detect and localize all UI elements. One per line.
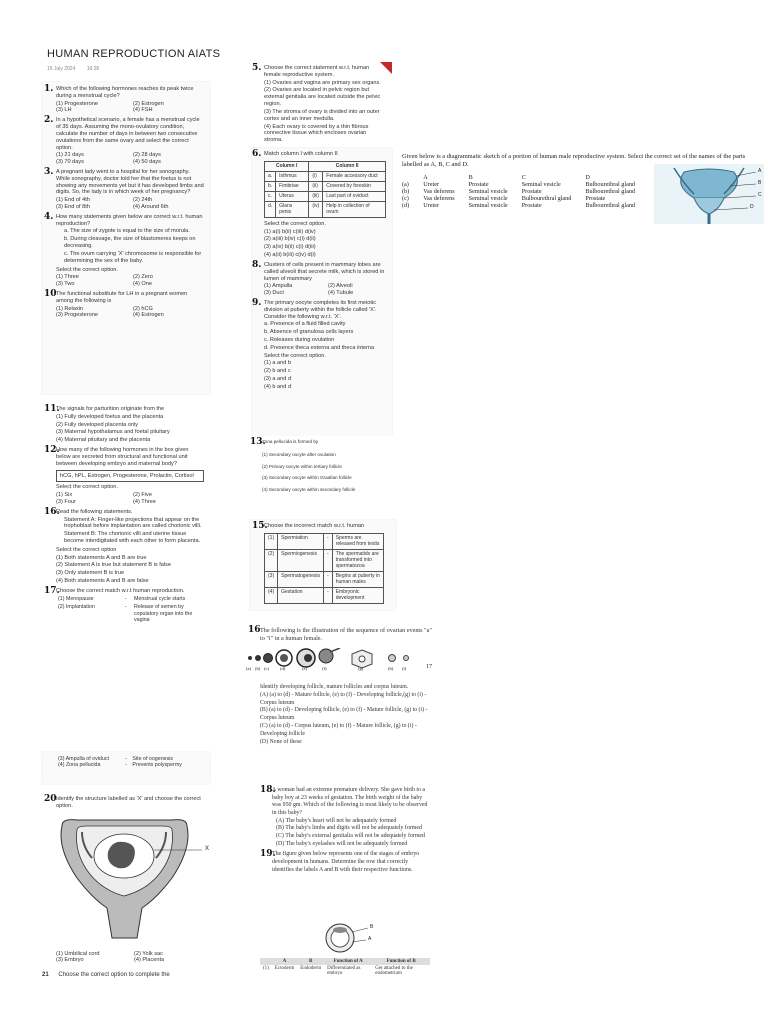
column-header xyxy=(402,174,423,181)
figure-label-c: C xyxy=(758,192,762,198)
question-8 xyxy=(252,259,386,297)
option-list xyxy=(56,555,204,585)
table-cell: - xyxy=(324,587,333,603)
question-16 xyxy=(44,506,204,585)
question-10 xyxy=(44,288,204,319)
question-panel-10 xyxy=(256,784,436,982)
table-cell: Last part of oviduct xyxy=(323,191,386,201)
pair-cell: Menstrual cycle starts xyxy=(134,595,186,602)
question-number: 11. xyxy=(44,404,60,414)
table-cell: (1) xyxy=(263,966,269,971)
table-cell: - xyxy=(324,571,333,587)
event-label: (b) xyxy=(255,666,261,671)
table-cell: - xyxy=(324,549,333,571)
question-6 xyxy=(252,149,386,159)
answer-table xyxy=(402,174,649,209)
option-list xyxy=(56,152,204,166)
question-panel-2 xyxy=(42,402,210,752)
table-cell: Seminal vesicle xyxy=(468,194,508,202)
option-item[interactable]: (2) Zero xyxy=(133,274,153,281)
select-instruction: Select the correct option xyxy=(56,546,117,553)
statement-item: Statement A: Finger-like projections that appear on the trophoblast before implantation are called chorionic villi. xyxy=(64,516,202,530)
match-table xyxy=(264,161,386,218)
option-list xyxy=(56,492,204,506)
column-header: Column I xyxy=(265,161,309,171)
date-label: 15 July 2024 xyxy=(47,66,76,72)
statement-item: a. The size of zygote is equal to the size of morula. xyxy=(64,228,190,235)
option-item[interactable]: (4) Placenta xyxy=(134,957,165,963)
option-item[interactable]: (2) Five xyxy=(133,492,152,499)
question-number: 5. xyxy=(252,63,262,73)
question-19 xyxy=(260,849,430,874)
side-number: 17 xyxy=(426,664,432,670)
table-cell: (iii) xyxy=(309,191,323,201)
table-cell: a. xyxy=(265,171,276,181)
table-cell: (2) xyxy=(265,549,278,571)
select-instruction: Select the correct option. xyxy=(56,484,118,491)
table-row xyxy=(265,181,386,191)
question-number: 21 xyxy=(42,972,49,978)
question-1 xyxy=(44,84,204,114)
question-2 xyxy=(44,115,204,166)
question-stem: Identify the structure labelled as 'X' and choose the correct option. xyxy=(56,796,201,809)
table-cell: Seminal vesicle xyxy=(468,201,508,209)
option-item[interactable]: (3) End of 8th xyxy=(56,204,90,210)
table-cell: Bulbourethral gland xyxy=(585,187,636,195)
page-title: HUMAN REPRODUCTION AIATS xyxy=(47,48,221,60)
option-item[interactable]: (4) Three xyxy=(133,498,156,505)
pair-cell: (4) Zona pellucida xyxy=(58,762,101,768)
question-number: 18. xyxy=(260,785,276,795)
option-item[interactable]: (2) Primary oocyte within tertiary follicle xyxy=(262,463,342,469)
question-11 xyxy=(44,404,204,444)
option-item[interactable]: (A) The baby's heart will not be adequately formed xyxy=(276,817,397,824)
event-label: (g) xyxy=(358,666,364,671)
option-item[interactable]: (D) None of these xyxy=(260,738,302,745)
question-number: 20 xyxy=(44,794,57,804)
option-item[interactable]: (3) LH xyxy=(56,107,72,114)
question-panel-7 xyxy=(248,436,398,508)
question-panel-6 xyxy=(252,148,392,436)
table-row xyxy=(265,533,384,549)
pair-cell: Release of semen by copulatory organ into the vagina xyxy=(134,604,193,624)
question-17 xyxy=(44,585,204,625)
event-label: (a) xyxy=(246,666,251,671)
option-item[interactable]: (1) Relaxin xyxy=(56,305,84,312)
option-item[interactable]: (4) Maternal pituitary and the placenta xyxy=(56,437,151,444)
table-cell: (b) xyxy=(402,187,410,195)
table-cell: (4) xyxy=(265,587,278,603)
table-cell: Spermiogenesis xyxy=(278,549,324,571)
question-13 xyxy=(250,437,392,496)
option-list xyxy=(56,197,204,211)
table-row xyxy=(265,549,384,571)
question-panel-3 xyxy=(42,752,210,784)
question-number: 15. xyxy=(252,521,268,531)
option-item[interactable]: (D) The baby's eyelashes will not be adequately formed xyxy=(276,840,408,847)
pair-cell: Prevents polyspermy xyxy=(132,762,182,768)
table-cell: Prostate xyxy=(521,201,542,209)
option-item[interactable]: (1) Progesterone xyxy=(56,100,98,107)
option-item[interactable]: (2) Fully developed placenta only xyxy=(56,421,139,428)
option-item[interactable]: (1) Three xyxy=(56,274,79,281)
option-item[interactable]: (4) b and d xyxy=(264,383,292,390)
question-stem: The signals for parturition originate from the xyxy=(56,406,165,412)
question-stem: Choose the incorrect match w.r.t. human xyxy=(264,523,365,529)
option-item[interactable]: (3) Secondary oocyte within Graafian follicle xyxy=(262,475,352,481)
question-number: 4. xyxy=(44,211,54,222)
question-stem: Choose the correct match w.r.t human reproduction. xyxy=(56,587,185,594)
column-header: B xyxy=(468,173,473,181)
table-cell: Vas deferens xyxy=(423,194,455,202)
option-item[interactable]: (4) a(ii) b(iii) c(iv) d(i) xyxy=(264,252,316,259)
question-number: 9. xyxy=(252,297,262,308)
option-item[interactable]: (3) Embryo xyxy=(56,957,84,963)
option-item[interactable]: (1) End of 4th xyxy=(56,197,90,204)
table-row xyxy=(402,181,649,188)
question-panel-8 xyxy=(250,520,396,610)
match-table xyxy=(264,533,384,604)
table-cell: Spermatogenesis xyxy=(278,571,324,587)
question-panel-1 xyxy=(42,82,210,394)
question-stem: A woman had an extreme premature delivery. She gave birth to a baby boy at 23 weeks of gestation. The birth weight of the baby was 950 gm. Which of the following is most likely to be observed in this baby? xyxy=(272,787,428,817)
column-header: C xyxy=(521,173,526,181)
table-row xyxy=(402,195,649,202)
table-cell: Seminal vesicle xyxy=(468,187,508,195)
event-label: (i) xyxy=(402,666,407,671)
table-cell: Ureter xyxy=(423,201,440,209)
option-item[interactable]: (1) a(i) b(ii) c(iii) d(iv) xyxy=(264,228,316,235)
question-prompt: Identify developing follicle, mature follicles and corpus luteum. xyxy=(260,684,409,690)
question-stem: Clusters of cells present in mammary lobes are called alveoli that secrete milk, which is stored in lumen of mammary xyxy=(264,261,385,282)
question-stem: Read the following statements. xyxy=(56,508,133,515)
pair-row xyxy=(56,603,196,624)
question-number: 13. xyxy=(250,437,266,447)
question-stem: Zona pellucida is formed by xyxy=(262,439,319,444)
figure-label-d: D xyxy=(750,204,754,210)
question-20 xyxy=(44,794,206,810)
option-item[interactable]: (2) Estrogen xyxy=(133,100,164,107)
select-instruction: Select the correct option. xyxy=(264,220,326,227)
table-cell: Get attached to the endometrium xyxy=(375,966,413,976)
table-row xyxy=(402,202,649,209)
figure-label-b: B xyxy=(758,180,762,186)
question-stem: Choose the correct statement w.r.t. human female reproductive system. xyxy=(264,65,370,78)
time-label: 16:36 xyxy=(86,66,100,72)
option-list xyxy=(56,414,204,444)
question-number: 1. xyxy=(44,84,54,94)
option-item[interactable]: (3) a(iv) b(ii) c(i) d(iii) xyxy=(264,244,316,251)
table-cell: Isthmus xyxy=(276,171,309,181)
option-item[interactable]: (2) 24th xyxy=(133,197,153,204)
question-number: 8. xyxy=(252,259,262,270)
question-21-partial xyxy=(42,972,170,978)
question-stem: Which of the following hormones reaches its peak twice during a menstrual cycle? xyxy=(56,86,194,99)
table-cell: Bulbourethral gland xyxy=(585,180,636,188)
option-item[interactable]: (1) Ovaries and vagina are primary sex organs. xyxy=(264,79,381,86)
option-list xyxy=(56,274,204,288)
table-cell: Embryonic development xyxy=(332,587,383,603)
diagram-labels xyxy=(244,666,424,676)
answer-table xyxy=(260,958,430,977)
option-item[interactable]: (2) 28 days xyxy=(133,152,161,159)
question-stem: In a hypothetical scenario, a female has a menstrual cycle of 35 days. Assuming the mono-ovulatory condition, calculate the number of days in between two consecutive ovulations from the same ovary and select the correct option. xyxy=(56,117,200,151)
table-cell: Sperms are released from testis xyxy=(332,533,383,549)
question-number: 12. xyxy=(44,445,60,456)
option-item[interactable]: (C) (a) to (d) - Corpus luteum, (e) to (f) - Mature follicle, (g) to (i) - Developing follicle xyxy=(260,723,417,737)
question-9 xyxy=(252,297,386,391)
statement-item: b. During cleavage, the size of blastomeres keeps on decreasing. xyxy=(64,236,196,250)
option-item[interactable]: (2) Statement A is true but statement B is false xyxy=(56,562,172,569)
pair-cell: Site of oogenesis xyxy=(132,756,174,762)
table-cell: (d) xyxy=(402,201,410,209)
table-cell: d. xyxy=(265,201,276,217)
table-cell: Uterus xyxy=(276,191,309,201)
question-18 xyxy=(260,785,430,848)
question-3 xyxy=(44,166,204,211)
table-cell: (a) xyxy=(402,180,409,188)
event-label: (d) xyxy=(280,666,286,671)
table-cell: Ureter xyxy=(423,180,440,188)
option-item[interactable]: (4) Around 6th xyxy=(133,204,169,210)
question-stem: A pregnant lady went to a hospital for her sonography. While sonography, doctor told her that the foetus is not showing any movements yet but it has developed limbs and digits. So, the lady is in which week of her pregnancy? xyxy=(56,168,204,196)
option-item[interactable]: (4) Each ovary is covered by a thin fibrous connective tissue which encloses ovarian stroma. xyxy=(264,123,369,144)
question-12 xyxy=(44,445,204,506)
male-reproductive-diagram xyxy=(654,164,764,224)
pair-row xyxy=(56,595,196,603)
table-row xyxy=(265,171,386,181)
option-item[interactable]: (2) a(iii) b(iv) c(i) d(ii) xyxy=(264,236,316,243)
figure-label-a: A xyxy=(368,936,372,942)
question-number: 10 xyxy=(44,288,57,299)
option-item[interactable]: (1) 21 days xyxy=(56,152,84,159)
option-item[interactable]: (3) Four xyxy=(56,498,76,505)
option-item[interactable]: (4) Estrogen xyxy=(133,312,164,319)
table-cell: Prostate xyxy=(585,194,606,202)
statement-list xyxy=(56,517,204,545)
question-6-options xyxy=(264,221,386,259)
question-stem: The primary oocyte completes its first meiotic division at puberty within the follicle called 'X'. Consider the following w.r.t. 'X'. xyxy=(264,299,377,320)
question-16 xyxy=(248,625,434,642)
table-row xyxy=(265,587,384,603)
statement-item: c. The ovum carrying 'X' chromosome is responsible for determining the sex of the baby. xyxy=(64,250,202,264)
question-stem: Choose the correct option to complete the xyxy=(58,972,170,978)
event-label: (h) xyxy=(388,666,394,671)
table-cell: (iv) xyxy=(309,201,323,217)
column-header: Column II xyxy=(309,161,386,171)
table-cell: Vas deferens xyxy=(423,187,455,195)
pair-cell: (3) Ampulla of oviduct xyxy=(58,756,109,762)
table-cell: Bulbourethral gland xyxy=(521,194,572,202)
table-cell: (c) xyxy=(402,194,409,202)
table-cell: b. xyxy=(265,181,276,191)
question-number: 3. xyxy=(44,166,54,177)
pair-cell: (1) Menopause xyxy=(58,595,94,602)
question-stem: How many statements given below are correct w.r.t. human reproduction? xyxy=(56,213,203,227)
option-item[interactable]: (1) Both statements A and B are true xyxy=(56,554,147,561)
option-item[interactable]: (3) Only statement B is true xyxy=(56,570,125,577)
question-stem: The figure given below represents one of the stages of embryo development in humans. Determine the row that correctly identifies the labels A and B with their respective functions. xyxy=(272,851,420,873)
pair-cell: (2) Implantation xyxy=(58,604,95,611)
question-stem: The following is the illustration of the sequence of ovarian events "a" to "i" in a human female. xyxy=(260,627,432,642)
page-meta xyxy=(47,66,109,72)
option-item[interactable]: (3) The stroma of ovary is divided into an outer cortex and an inner medulla. xyxy=(264,108,380,122)
table-cell: Fimbriae xyxy=(276,181,309,191)
table-cell: Seminal vesicle xyxy=(521,180,561,188)
question-stem: Match column I with column II xyxy=(264,151,338,157)
table-cell: Glans penis xyxy=(276,201,309,217)
option-item[interactable]: (2) Ovaries are located in pelvic region but external genitalia are located outside the pelvic region. xyxy=(264,87,381,108)
table-cell: Prostate xyxy=(521,187,542,195)
event-label: (f) xyxy=(322,666,327,671)
event-label: (c) xyxy=(264,666,269,671)
question-number: 2. xyxy=(44,115,54,126)
option-item[interactable]: (4) FSH xyxy=(133,107,153,114)
pair-cell: - xyxy=(124,595,127,602)
question-number: 6. xyxy=(252,149,262,159)
table-cell: (1) xyxy=(265,533,278,549)
statement-item: b. Absence of granulosa cells layers xyxy=(264,329,354,336)
column-header: A xyxy=(282,959,287,964)
figure-label-a: A xyxy=(758,168,762,174)
table-cell: - xyxy=(324,533,333,549)
statement-item: c. Releases during ovulation xyxy=(264,337,335,343)
column-header: D xyxy=(585,173,590,181)
question-stem: How many of the following hormones in the box given below are secreted from structural and functional unit between developing embryo and maternal body? xyxy=(56,447,189,467)
hormone-box: hCG, hPL, Estrogen, Progesterone, Prolactin, Cortisol xyxy=(56,470,204,483)
option-item[interactable]: (1) a and b xyxy=(264,360,292,367)
option-item[interactable]: (4) 50 days xyxy=(133,159,161,166)
column-header xyxy=(260,958,272,965)
question-panel-9 xyxy=(244,624,440,772)
question-15 xyxy=(252,521,390,531)
option-item[interactable]: (4) Secondary oocyte within secondary follicle xyxy=(262,487,356,493)
pair-cell: - xyxy=(125,756,128,762)
diagram-label-x: X xyxy=(205,846,210,852)
option-list xyxy=(264,80,386,144)
select-instruction: Select the correct option. xyxy=(56,266,118,273)
match-pairs xyxy=(56,756,196,768)
table-cell: Prostate xyxy=(468,180,489,188)
question-number: 17. xyxy=(44,585,60,596)
statement-item: Statement B: The chorionic villi and uterine tissue become interdigitated with each other to form placenta. xyxy=(64,531,201,544)
table-cell: (i) xyxy=(309,171,323,181)
question-panel-4 xyxy=(42,792,212,982)
table-cell: Covered by foreskin xyxy=(323,181,386,191)
column-header: B xyxy=(309,959,313,964)
option-item[interactable]: (3) Maternal hypothalamus and foetal pituitary xyxy=(56,429,170,436)
question-stem: The functional substitute for LH in a pregnant women among the following is xyxy=(56,290,188,304)
option-item[interactable]: (2) Yolk sac xyxy=(134,951,163,957)
question-panel-11 xyxy=(398,150,768,224)
table-cell: Bulbourethral gland xyxy=(585,201,636,209)
pair-cell: - xyxy=(125,762,128,768)
option-item[interactable]: (4) Both statements A and B are false xyxy=(56,578,149,585)
table-cell: (ii) xyxy=(309,181,323,191)
column-header: Function of B xyxy=(386,959,416,964)
question-number: 16. xyxy=(44,506,60,517)
table-cell: Help in collection of ovum xyxy=(323,201,386,217)
uterus-embryo-diagram xyxy=(42,818,212,946)
option-item[interactable]: (3) Two xyxy=(56,281,75,288)
option-item[interactable]: (4) Tubule xyxy=(328,290,354,297)
option-list xyxy=(56,101,204,115)
table-cell: Begins at puberty in human males xyxy=(332,571,383,587)
table-row xyxy=(265,191,386,201)
table-row xyxy=(265,571,384,587)
table-cell: Differentiated as embryo xyxy=(327,966,361,976)
option-item[interactable]: (C) The baby's external genitalia will not be adequately formed xyxy=(276,833,425,840)
table-row xyxy=(402,188,649,195)
statement-list xyxy=(56,228,204,264)
table-cell: c. xyxy=(265,191,276,201)
question-stem: Given below is a diagrammatic sketch of a portion of human male reproductive system. Select the correct set of the names of the parts labelled as A, B, C and D. xyxy=(402,153,746,169)
question-number: 19. xyxy=(260,849,276,860)
event-label: (e) xyxy=(302,666,307,671)
option-item[interactable]: (2) b and c xyxy=(264,368,291,375)
option-item[interactable]: (3) Progesterone xyxy=(56,312,98,319)
table-cell: Spermiation xyxy=(278,533,324,549)
option-item[interactable]: (3) Duct xyxy=(264,290,284,297)
option-item[interactable]: (1) Ampulla xyxy=(264,283,293,290)
match-pairs xyxy=(56,595,196,625)
table-cell: Female accessory duct xyxy=(323,171,386,181)
statement-item: a. Presence of a fluid filled cavity xyxy=(264,321,346,328)
option-item[interactable]: (2) Alveoli xyxy=(328,283,353,290)
option-item[interactable]: (B) (a) to (d) - Developing follicle, (e) to (f) - Mature follicle, (g) to (i) - Corpus luteum xyxy=(260,707,428,722)
question-5 xyxy=(252,63,386,144)
pair-row xyxy=(56,762,196,768)
table-cell: Ectoderm xyxy=(274,966,295,971)
column-header: A xyxy=(423,173,428,181)
option-item[interactable]: (3) 70 days xyxy=(56,159,84,166)
table-row xyxy=(265,201,386,217)
option-item[interactable]: (B) The baby's limbs and digits will not be adequately formed xyxy=(276,825,422,832)
option-item[interactable]: (2) hCG xyxy=(133,305,153,312)
table-cell: (3) xyxy=(265,571,278,587)
table-cell: Gestation xyxy=(278,587,324,603)
option-item[interactable]: (A) (a) to (d) - Mature follicle, (e) to (f) - Developing follicle,(g) to (i) - Corpus luteum xyxy=(260,691,427,706)
option-item[interactable]: (1) Umbilical cord xyxy=(56,951,100,957)
question-number: 16 xyxy=(248,625,261,635)
select-instruction: Select the correct option. xyxy=(264,352,326,359)
option-item[interactable]: (1) Six xyxy=(56,492,73,499)
column-header: Function of A xyxy=(333,959,363,964)
table-cell: The spermatids are transformed into spermatozoa xyxy=(332,549,383,571)
option-item[interactable]: (4) One xyxy=(133,281,152,288)
option-item[interactable]: (3) a and d xyxy=(264,376,292,383)
table-cell: Endoderm xyxy=(300,966,322,971)
option-item[interactable]: (1) Secondary oocyte after ovulation xyxy=(262,451,336,457)
question-4 xyxy=(44,211,204,288)
option-list xyxy=(56,306,204,320)
pair-cell: - xyxy=(124,604,127,611)
statement-item: d. Presence theca externa and theca interna xyxy=(264,344,375,351)
question-panel-5 xyxy=(252,62,392,148)
option-item[interactable]: (1) Fully developed foetus and the placenta xyxy=(56,413,164,420)
figure-label-b: B xyxy=(370,924,374,930)
